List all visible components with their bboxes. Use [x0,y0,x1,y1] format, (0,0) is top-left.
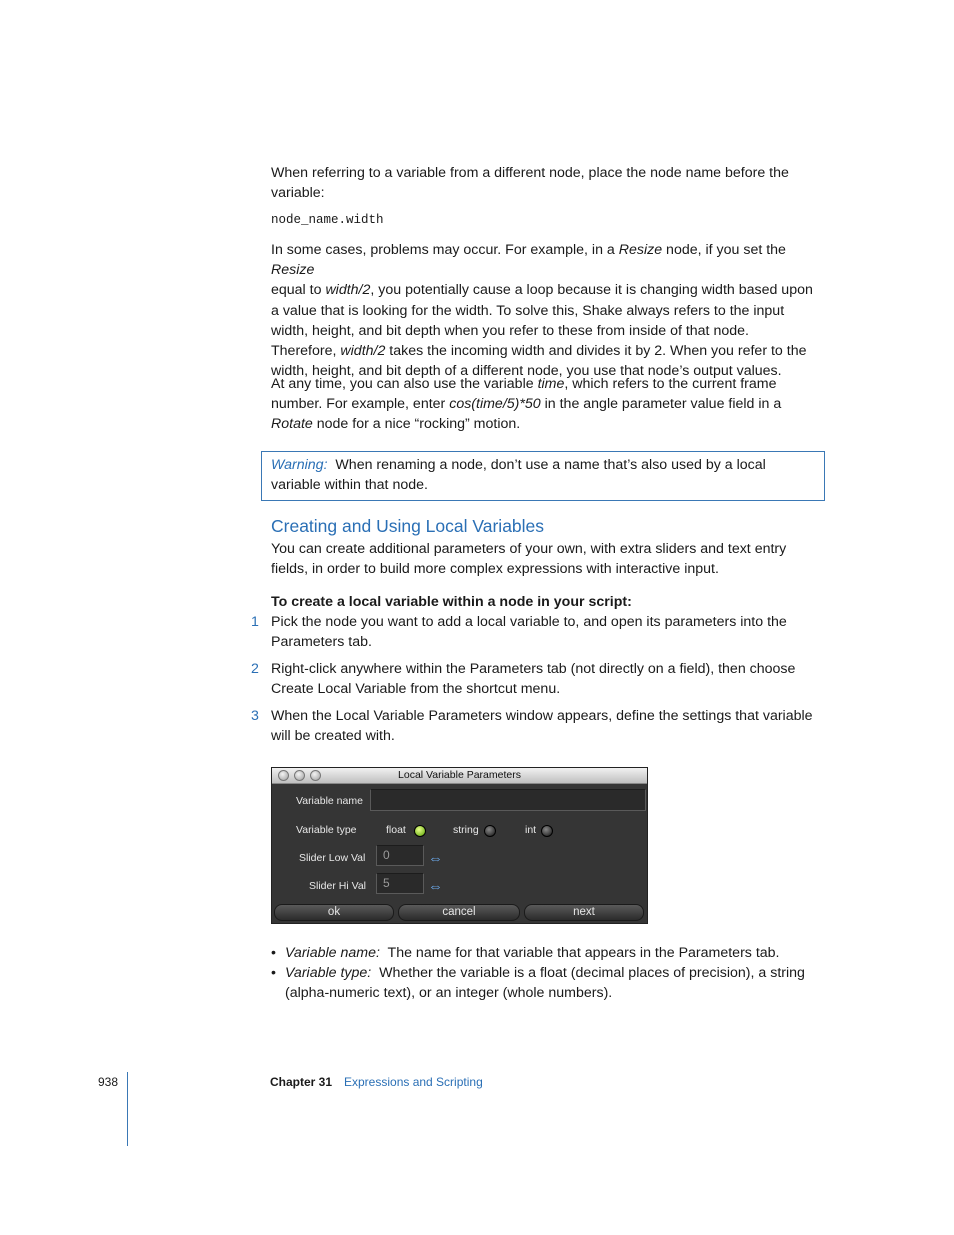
section-heading: Creating and Using Local Variables [271,516,545,536]
text-run: width, height, and bit depth of a different node, you use that node’s output values. [271,363,782,380]
slider-hi-input[interactable]: 5 [376,873,424,894]
type-int-label: int [525,824,537,836]
bullet-term: Variable type: [285,965,372,981]
variable-name-label: Variable name [296,795,363,807]
text-run: In some cases, problems may occur. For example, in a [271,242,619,258]
zoom-window-button[interactable] [310,770,321,781]
bullet-mark: • [271,945,276,961]
paragraph-intro [271,163,831,203]
text-run: number. For example, enter [271,396,450,413]
text-line: (alpha-numeric text), or an integer (whole numbers). [285,985,613,1002]
step-text [271,659,831,699]
text-line: When the Local Variable Parameters window appears, define the settings that variable [271,708,813,724]
step-text [271,612,831,652]
chapter-title-link[interactable]: Expressions and Scripting [344,1075,483,1089]
text-run: , which refers to the current frame [564,376,777,392]
type-string-label: string [453,824,479,836]
text-run: node, if you set the [662,242,786,258]
italic-term: Resize [618,242,663,258]
minimize-window-button[interactable] [294,770,305,781]
chapter-label: Chapter 31 [270,1075,333,1089]
warning-line: When renaming a node, don’t use a name that’s also used by a local [335,457,766,473]
code-sample: node_name.width [271,213,384,227]
text-run: width, height, and bit depth when you refer to these from inside of that node. [271,322,749,339]
local-variable-dialog [272,768,647,923]
text-run: a value that is looking for the width. To solve this, Shake always refers to the input [271,302,785,319]
italic-term: width/2 [325,282,371,299]
text-line: The name for that variable that appears in the Parameters tab. [387,945,780,961]
italic-term: Rotate [271,416,313,433]
slider-hi-drag-arrow-icon[interactable]: ⇔ [428,878,443,895]
bullet-mark: • [271,965,276,981]
text-run: takes the incoming width and divides it by 2. When you refer to the [385,343,807,360]
text-line: variable: [271,185,325,202]
cancel-button[interactable]: cancel [398,904,520,921]
slider-low-label: Slider Low Val [299,852,366,864]
text-line: will be created with. [271,728,395,745]
italic-term: width/2 [340,343,386,360]
italic-term: cos(time/5)*50 [449,396,541,413]
footer-rule [127,1072,128,1146]
text-line: When referring to a variable from a different node, place the node name before the [271,165,789,181]
bullet-item [285,963,825,1003]
page-number: 938 [98,1075,119,1089]
close-window-button[interactable] [278,770,289,781]
bullet-term: Variable name: [285,945,380,961]
bullet-item [285,943,825,963]
text-line: fields, in order to build more complex expressions with interactive input. [271,561,719,578]
slider-hi-label: Slider Hi Val [309,880,366,892]
next-button[interactable]: next [524,904,644,921]
task-heading: To create a local variable within a node in your script: [271,594,632,610]
text-run: At any time, you can also use the variable [271,376,538,392]
text-run: equal to [271,282,326,299]
slider-low-drag-arrow-icon[interactable]: ⇔ [428,850,443,867]
type-float-radio[interactable] [414,825,426,837]
text-line: Create Local Variable from the shortcut menu. [271,681,561,698]
section-intro [271,539,831,579]
slider-low-input[interactable]: 0 [376,845,424,866]
variable-name-input[interactable] [370,789,646,811]
text-line: Right-click anywhere within the Parameters tab (not directly on a field), then choose [271,661,796,677]
type-string-radio[interactable] [484,825,496,837]
dialog-titlebar [272,768,647,784]
warning-line: variable within that node. [271,477,428,494]
step-number: 1 [251,614,259,630]
step-text [271,706,831,746]
dialog-title: Local Variable Parameters [398,769,521,781]
ok-button[interactable]: ok [274,904,394,921]
text-run: , you potentially cause a loop because it is changing width based upon [370,282,813,299]
step-number: 2 [251,661,259,677]
step-number: 3 [251,708,259,724]
text-line: Parameters tab. [271,634,372,651]
type-float-label: float [386,824,406,836]
text-run: node for a nice “rocking” motion. [312,416,521,433]
warning-text [271,455,816,495]
warning-label: Warning: [271,457,328,473]
italic-term: Resize [271,262,315,279]
paragraph-resize-example [271,240,831,381]
text-run: Therefore, [271,343,341,360]
text-line: Pick the node you want to add a local variable to, and open its parameters into the [271,614,787,630]
text-line: You can create additional parameters of your own, with extra sliders and text entry [271,541,787,557]
variable-type-label: Variable type [296,824,357,836]
text-run: in the angle parameter value field in a [540,396,782,413]
paragraph-time-variable [271,374,831,435]
text-line: Whether the variable is a float (decimal places of precision), a string [379,965,805,981]
type-int-radio[interactable] [541,825,553,837]
italic-term: time [537,376,565,392]
